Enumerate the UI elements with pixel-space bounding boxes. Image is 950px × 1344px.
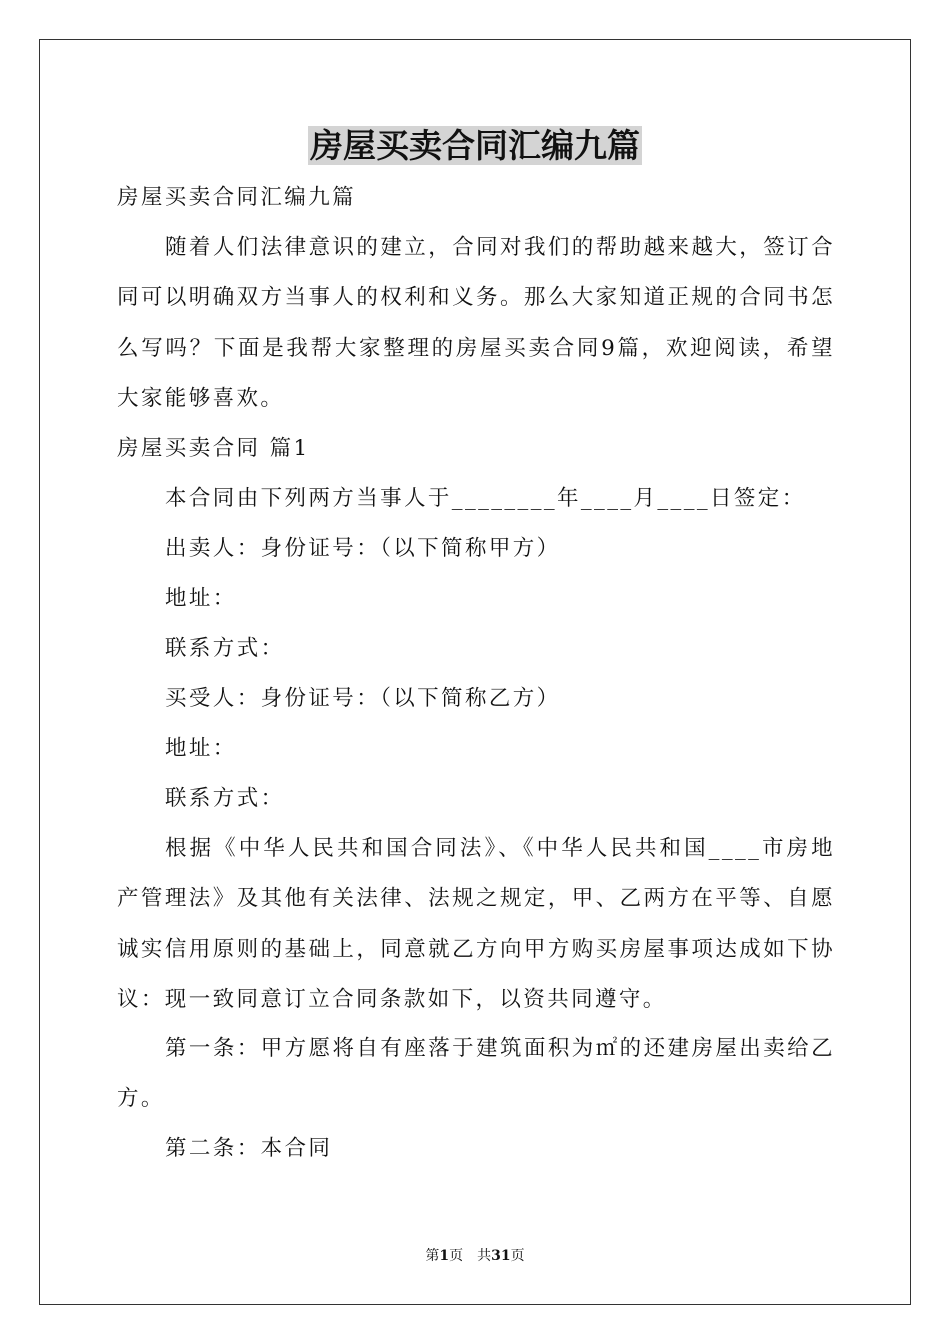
document-title: [0, 122, 950, 170]
clause-buyer: 买受人：身份证号：（以下简称乙方）: [165, 686, 561, 711]
clause-buyer-address: 地址：: [165, 736, 237, 761]
clause-seller-contact: 联系方式：: [165, 636, 285, 661]
footer-page-number: 1: [439, 1248, 450, 1264]
footer-page-total: 31: [491, 1248, 511, 1264]
clause-buyer-contact: 联系方式：: [165, 786, 285, 811]
footer-page-mid: 页 共: [449, 1248, 492, 1264]
section-heading: 房屋买卖合同 篇1: [117, 436, 310, 461]
clause-article-2: 第二条：本合同: [165, 1136, 333, 1161]
footer-page-suffix: 页: [510, 1248, 525, 1264]
document-title-text: 房屋买卖合同汇编九篇: [310, 126, 640, 165]
document-subtitle: 房屋买卖合同汇编九篇: [117, 185, 357, 210]
clause-legal-basis: 根据《中华人民共和国合同法》、《中华人民共和国____市房地产管理法》及其他有关法律、法规之规定，甲、乙两方在平等、自愿诚实信用原则的基础上，同意就乙方向甲方购买房屋事项达成如下协议：现一致同意订立合同条款如下，以资共同遵守。: [117, 836, 835, 1013]
footer-page-prefix: 第: [425, 1248, 440, 1264]
page-footer: [0, 1246, 950, 1266]
intro-paragraph: 随着人们法律意识的建立，合同对我们的帮助越来越大，签订合同可以明确双方当事人的权利和义务。那么大家知道正规的合同书怎么写吗？下面是我帮大家整理的房屋买卖合同9篇，欢迎阅读，希望大家能够喜欢。: [117, 235, 835, 412]
clause-seller-address: 地址：: [165, 586, 237, 611]
clause-seller: 出卖人：身份证号：（以下简称甲方）: [165, 536, 561, 561]
clause-article-1: 第一条：甲方愿将自有座落于建筑面积为㎡的还建房屋出卖给乙方。: [117, 1036, 835, 1112]
clause-date: 本合同由下列两方当事人于________年____月____日签定：: [165, 486, 806, 511]
